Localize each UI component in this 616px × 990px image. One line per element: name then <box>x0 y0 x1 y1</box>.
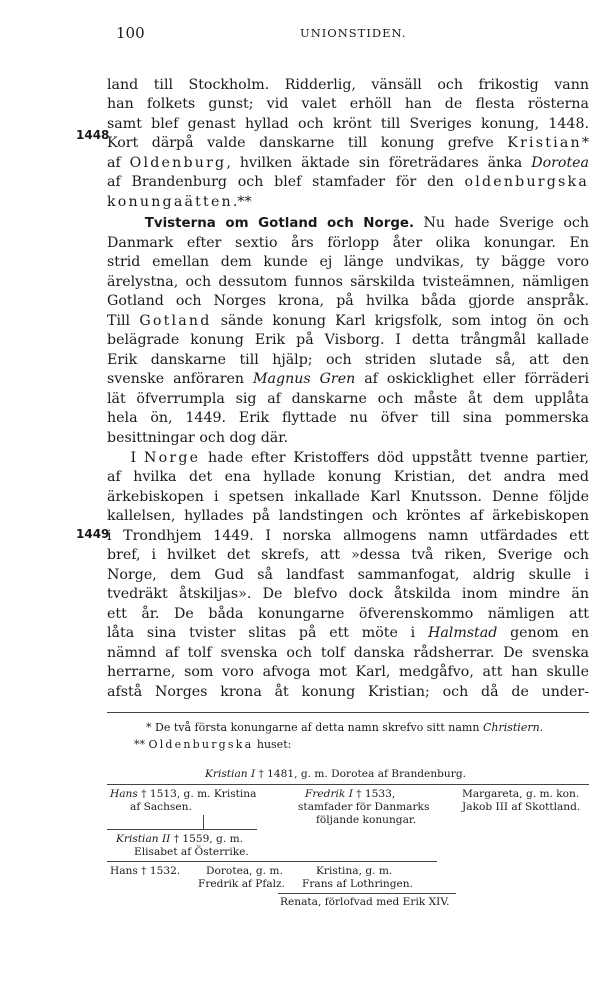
tree-gen3-kristina: Kristina, g. m. <box>316 865 393 877</box>
tree-connector <box>107 829 257 830</box>
text-line: land till Stockholm. Ridderlig, vänsäll och frikostig vann <box>107 77 589 93</box>
text-line: Kort därpå valde danskarne till konung grefve Kristian* <box>107 135 589 151</box>
text-line: svenske anföraren Magnus Gren af oskicklighet eller förräderi <box>107 371 589 387</box>
footnote-2: ** Oldenburgska huset: <box>134 738 292 751</box>
tree-connector <box>203 815 204 829</box>
tree-child-hans: Hans † 1513, g. m. Kristina <box>110 788 257 800</box>
tree-child-margareta-detail: Jakob III af Skottland. <box>462 801 581 813</box>
text-line: af Brandenburg och blef stamfader för den oldenburgska <box>107 174 589 190</box>
tree-child-hans-detail: af Sachsen. <box>130 801 192 813</box>
text-line: Gotland och Norges krona, på hvilka båda gjorde anspråk. <box>107 293 589 309</box>
tree-child-fredrik-detail: följande konungar. <box>316 814 417 826</box>
text-line: herrarne, som voro afvoga mot Karl, medgåfvo, att han skulle <box>107 664 589 680</box>
text-line: Till Gotland sände konung Karl krigsfolk, som intog ön och <box>107 313 589 329</box>
running-title: UNIONSTIDEN. <box>300 26 407 40</box>
section-heading-line: Tvisterna om Gotland och Norge. Nu hade Sverige och <box>144 215 589 231</box>
text-line: hela ön, 1449. Erik flyttade nu öfver till sina pommerska <box>107 410 589 426</box>
tree-connector <box>278 893 456 894</box>
footnote-1: * De två första konungarne af detta namn skrefvo sitt namn Christiern. <box>146 721 544 734</box>
text-line: af Oldenburg, hvilken äktade sin företrädares änka Dorotea <box>107 155 589 171</box>
tree-gen4-renata: Renata, förlofvad med Erik XIV. <box>280 896 450 908</box>
section-heading: Tvisterna om Gotland och Norge. <box>144 216 415 231</box>
tree-grandchild-kristian-detail: Elisabet af Österrike. <box>134 846 249 858</box>
text-line: nämnd af tolf svenska och tolf danska rådsherrar. De svenska <box>107 645 589 661</box>
text-line: Norge, dem Gud så landfast sammanfogat, aldrig skulle i <box>107 567 589 583</box>
tree-gen3-hans: Hans † 1532. <box>110 865 181 877</box>
tree-gen3-kristina-detail: Frans af Lothringen. <box>302 878 413 890</box>
text-line: lät öfverrumpla sig af danskarne och måste åt dem upplåta <box>107 391 589 407</box>
text-line: bref, i hvilket det skrefs, att »dessa två riken, Sverige och <box>107 547 589 563</box>
page-number: 100 <box>116 24 145 42</box>
tree-grandchild-kristian: Kristian II † 1559, g. m. <box>116 833 243 845</box>
text-line: af hvilka det ena hyllade konung Kristian, det andra med <box>107 469 589 485</box>
text-line: Danmark efter sextio års förlopp åter olika konungar. En <box>107 235 589 251</box>
tree-child-fredrik-detail: stamfader för Danmarks <box>298 801 430 813</box>
text-line: tvedräkt åtskiljas». De blefvo dock åtskilda inom mindre än <box>107 586 589 602</box>
text-line: I Norge hade efter Kristoffers död uppstått tvenne partier, <box>130 450 589 466</box>
text-line: Erik danskarne till hjälp; och striden slutade så, att den <box>107 352 589 368</box>
text-line: ärkebiskopen i spetsen inkallade Karl Knutsson. Denne följde <box>107 489 589 505</box>
tree-gen3-dorotea-detail: Fredrik af Pfalz. <box>198 878 286 890</box>
text-line: samt blef genast hyllad och krönt till Sveriges konung, 1448. <box>107 116 589 132</box>
text-line: låta sina tvister slitas på ett möte i Halmstad genom en <box>107 625 590 641</box>
text-line: i Trondhjem 1449. I norska allmogens namn utfärdades ett <box>107 528 589 544</box>
text-line: strid emellan dem kunde ej länge undvikas, ty bägge voro <box>107 254 589 270</box>
tree-connector <box>107 861 437 862</box>
tree-gen3-dorotea: Dorotea, g. m. <box>206 865 283 877</box>
text-line: konungaätten.** <box>107 194 252 210</box>
tree-child-fredrik: Fredrik I † 1533, <box>305 788 396 800</box>
footnote-divider <box>107 712 589 713</box>
text-line: kallelsen, hyllades på landstingen och kröntes af ärkebiskopen <box>107 508 589 524</box>
text-line: han folkets gunst; vid valet erhöll han de flesta rösterna <box>107 96 589 112</box>
margin-year-1449: 1449 <box>76 527 110 541</box>
tree-child-margareta: Margareta, g. m. kon. <box>462 788 580 800</box>
margin-year-1448: 1448 <box>76 128 110 142</box>
text-line: ärelystna, och dessutom funnos särskilda tvisteämnen, nämligen <box>107 274 589 290</box>
tree-root: Kristian I † 1481, g. m. Dorotea af Brandenburg. <box>205 768 466 780</box>
text-line: ett år. De båda konungarne öfverenskommo nämligen att <box>107 606 589 622</box>
text-line: belägrade konung Erik på Visborg. I detta trångmål kallade <box>107 332 589 348</box>
text-line: besittningar och dog där. <box>107 430 288 446</box>
tree-connector <box>107 784 589 785</box>
text-line: afstå Norges krona åt konung Kristian; och då de under- <box>107 684 589 700</box>
